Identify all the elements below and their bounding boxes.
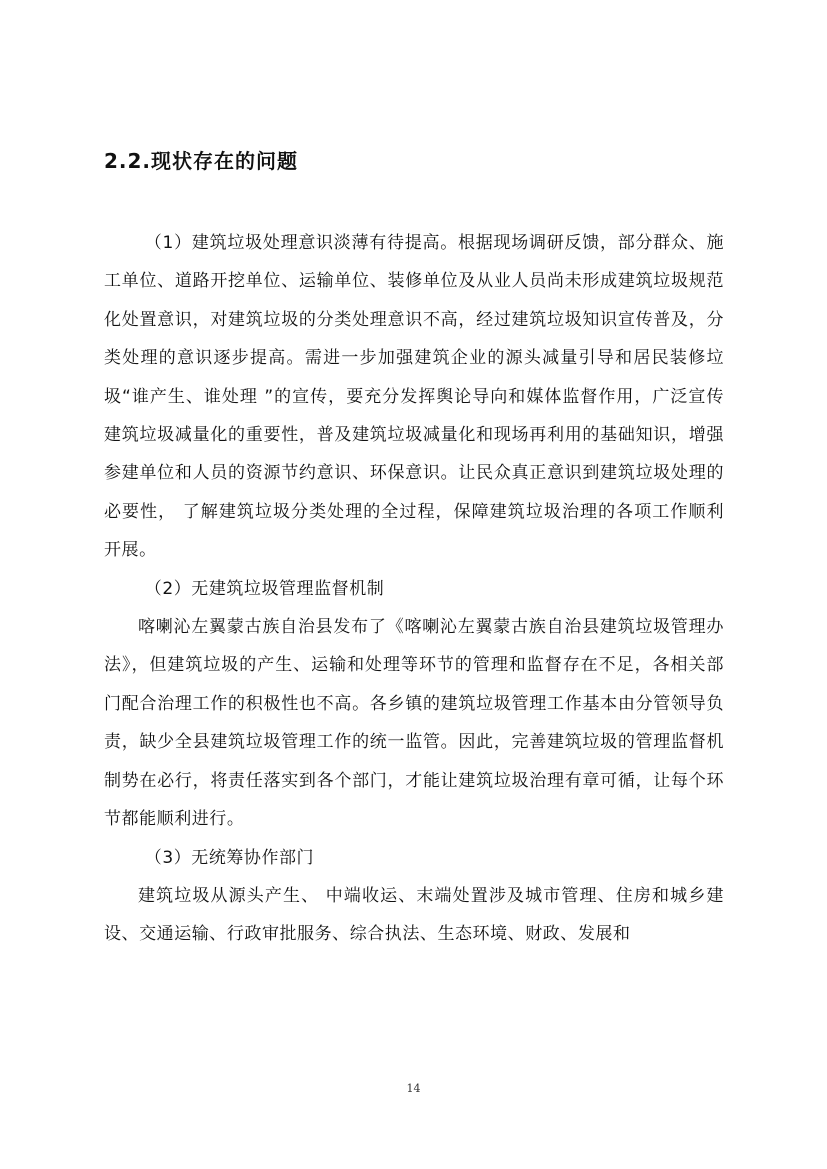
paragraph-awareness: （1）建筑垃圾处理意识淡薄有待提高。根据现场调研反馈，部分群众、施工单位、道路开挖单位、运输单位、装修单位及从业人员尚未形成建筑垃圾规范化处置意识，对建筑垃圾的分类处理意识不高，经过建筑垃圾知识宣传普及，分类处理的意识逐步提高。需进一步加强建筑企业的源头减量引导和居民装修垃圾“谁产生、谁处理 ”的宣传，要充分发挥舆论导向和媒体监督作用，广泛宣传建筑垃圾减量化的重要性，普及建筑垃圾减量化和现场再利用的基础知识，增强参建单位和人员的资源节约意识、环保意识。让民众真正意识到建筑垃圾处理的必要性， 了解建筑垃圾分类处理的全过程，保障建筑垃圾治理的各项工作顺利开展。 (104, 233, 724, 561)
section-heading: 2.2.现状存在的问题 (104, 149, 299, 173)
subheading-coordination: （3）无统筹协作部门 (144, 847, 315, 868)
subheading-supervision: （2）无建筑垃圾管理监督机制 (144, 578, 385, 599)
page-number: 14 (406, 1082, 421, 1095)
paragraph-supervision: 喀喇沁左翼蒙古族自治县发布了《喀喇沁左翼蒙古族自治县建筑垃圾管理办法》，但建筑垃圾的产生、运输和处理等环节的管理和监督存在不足，各相关部门配合治理工作的积极性也不高。各乡镇的建筑垃圾管理工作基本由分管领导负责，缺少全县建筑垃圾管理工作的统一监管。因此，完善建筑垃圾的管理监督机制势在必行，将责任落实到各个部门，才能让建筑垃圾治理有章可循，让每个环节都能顺利进行。 (104, 617, 724, 830)
document-body (104, 224, 724, 954)
paragraph-coordination: 建筑垃圾从源头产生、 中端收运、末端处置涉及城市管理、住房和城乡建设、交通运输、行政审批服务、综合执法、生态环境、财政、发展和 (104, 885, 724, 945)
